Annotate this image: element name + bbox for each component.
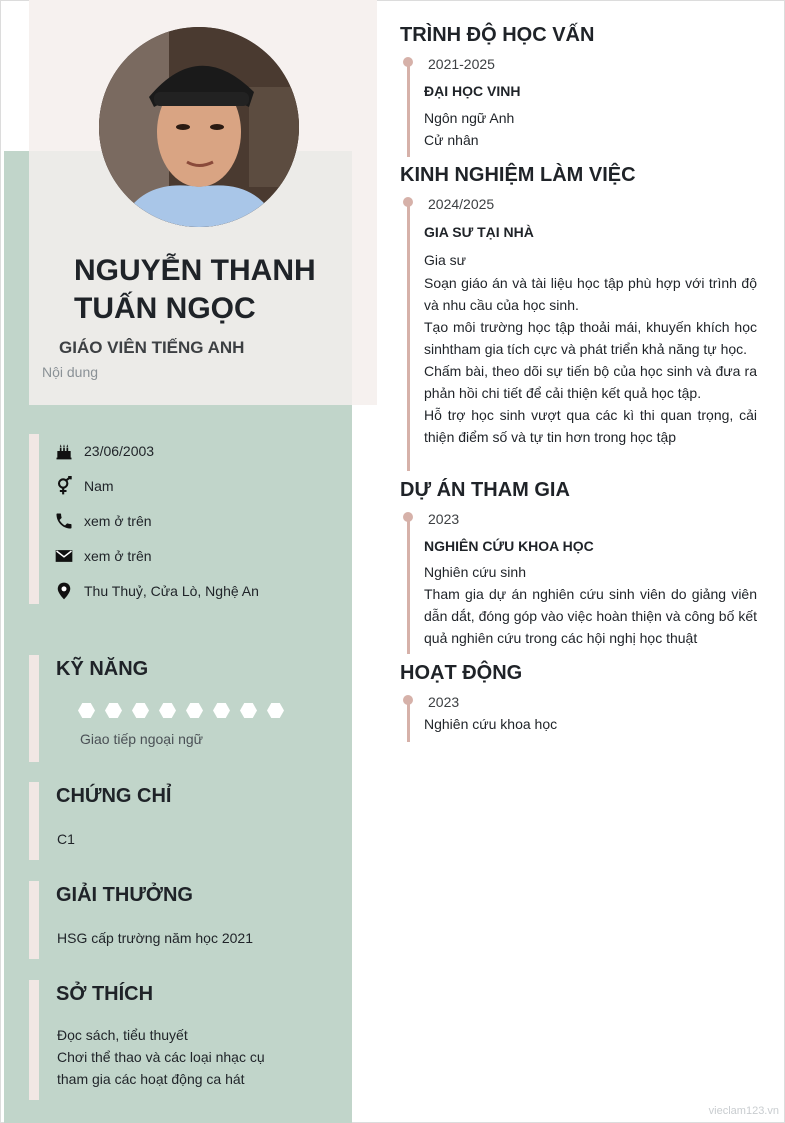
awards-accent-bar [29,881,39,959]
education-timeline [407,60,410,157]
awards-text: HSG cấp trường năm học 2021 [57,930,253,946]
job-title: GIÁO VIÊN TIẾNG ANH [59,338,245,357]
contact-phone [54,510,152,532]
gender-text: Nam [84,478,114,494]
footer-watermark: vieclam123.vn [708,1105,779,1117]
experience-paragraph: Soạn giáo án và tài liệu học tập phù hợp với trình độ và nhu cầu của học sinh. [424,275,757,313]
projects-name: NGHIÊN CỨU KHOA HỌC [424,538,594,554]
address-text: Thu Thuỷ, Cửa Lò, Nghệ An [84,583,259,599]
projects-timeline [407,515,410,654]
education-line: Ngôn ngữ Anh [424,110,515,126]
birthday-text: 23/06/2003 [84,443,155,459]
hobby-item: Chơi thể thao và các loại nhạc cụ [57,1049,265,1065]
contact-birthday [54,440,154,462]
experience-title: KINH NGHIỆM LÀM VIỆC [400,164,636,186]
hobby-item: tham gia các hoạt động ca hát [57,1071,245,1087]
skill-dot [132,703,149,718]
projects-date: 2023 [428,511,460,527]
avatar [99,27,299,227]
email-text: xem ở trên [84,548,152,564]
experience-role: Gia sư [424,252,467,268]
projects-description: Tham gia dự án nghiên cứu sinh viên do giảng viên dẫn dắt, đóng góp vào việc hoàn thiện và công bố kết quả nghiên cứu trong các hội nghị học thuật [424,586,757,646]
certificates-accent-bar [29,782,39,860]
skill-dot [267,703,284,718]
education-date: 2021-2025 [428,56,495,72]
hobbies-accent-bar [29,980,39,1100]
awards-title: GIẢI THƯỞNG [56,884,193,906]
activities-timeline-dot [403,695,413,705]
skill-dot [213,703,230,718]
projects-title: DỰ ÁN THAM GIA [400,479,570,501]
hobbies-title: SỞ THÍCH [56,983,154,1005]
skills-accent-bar [29,655,39,762]
education-school: ĐẠI HỌC VINH [424,83,521,99]
experience-paragraph: Chấm bài, theo dõi sự tiến bộ của học sinh và đưa ra phản hồi chi tiết để cải thiện kết quả học tập. [424,363,757,401]
experience-date: 2024/2025 [428,196,495,212]
contact-gender [54,475,114,497]
skills-title: KỸ NĂNG [56,658,149,680]
contact-email [54,545,152,567]
education-details [424,107,757,151]
experience-company: GIA SƯ TẠI NHÀ [424,224,534,240]
phone-text: xem ở trên [84,513,152,529]
activities-text: Nghiên cứu khoa học [424,716,558,732]
education-title: TRÌNH ĐỘ HỌC VẤN [400,24,595,46]
skill-name: Giao tiếp ngoại ngữ [80,731,204,747]
skill-dot [240,703,257,718]
cake-icon [54,441,74,461]
education-timeline-dot [403,57,413,67]
skill-dot [159,703,176,718]
activities-date: 2023 [428,694,460,710]
avatar-illustration [99,27,299,227]
candidate-name: NGUYỄN THANH TUẤN NGỌC [74,254,316,325]
hobbies-list [57,1024,265,1090]
skill-dot [105,703,122,718]
phone-icon [54,511,74,531]
job-subtitle: Nội dung [42,364,99,380]
projects-role: Nghiên cứu sinh [424,564,526,580]
contact-address [54,580,259,602]
hobby-item: Đọc sách, tiểu thuyết [57,1027,188,1043]
experience-paragraph: Tạo môi trường học tập thoải mái, khuyến khích học sinhtham gia tích cực và phát triển khả năng tự học. [424,319,757,357]
experience-timeline-dot [403,197,413,207]
email-icon [54,546,74,566]
location-icon [54,581,74,601]
experience-timeline [407,200,410,471]
certificates-title: CHỨNG CHỈ [56,785,172,807]
skill-dot [78,703,95,718]
contact-accent-bar [29,434,39,604]
experience-paragraph: Hỗ trợ học sinh vượt qua các kì thi quan trọng, cải thiện điểm số và tự tin hơn trong học tập [424,407,757,445]
education-line: Cử nhân [424,132,479,148]
skill-level-dots [78,703,294,718]
projects-timeline-dot [403,512,413,522]
certificates-text: C1 [57,831,75,847]
experience-paragraphs [424,272,757,448]
skill-dot [186,703,203,718]
gender-icon [54,476,74,496]
activities-title: HOẠT ĐỘNG [400,662,523,684]
